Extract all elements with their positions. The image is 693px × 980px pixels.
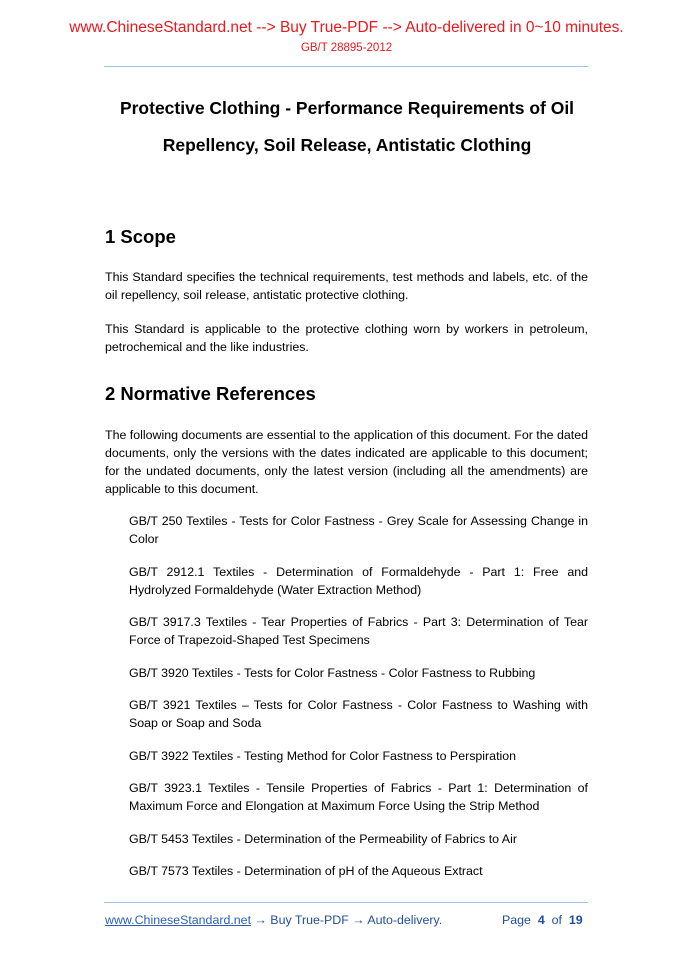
reference-item: GB/T 3917.3 Textiles - Tear Properties of Fabrics - Part 3: Determination of Tear Force of Trapezoid-Shaped Test Specimens [129,615,588,647]
references-intro-paragraph: The following documents are essential to the application of this document. For the dated documents, only the versions with the dates indicated are applicable to this document; for the undated documents, only the latest version (including all the amendments) are applicable to this document. [105,428,588,496]
page-total: 19 [568,913,583,927]
document-title [95,90,599,164]
reference-item: GB/T 3921 Textiles – Tests for Color Fastness - Color Fastness to Washing with Soap or Soap and Soda [129,698,588,730]
section-heading-normative-references: 2 Normative References [105,383,316,404]
title-line-1: Protective Clothing - Performance Requirements of Oil [119,98,575,118]
section-heading-scope: 1 Scope [105,226,176,247]
reference-item: GB/T 7573 Textiles - Determination of pH of the Aqueous Extract [129,864,483,878]
reference-item: GB/T 3920 Textiles - Tests for Color Fastness - Color Fastness to Rubbing [129,665,536,680]
reference-item: GB/T 5453 Textiles - Determination of the Permeability of Fabrics to Air [129,831,517,846]
reference-item: GB/T 3923.1 Textiles - Tensile Properties of Fabrics - Part 1: Determination of Maximum Force and Elongation at Maximum Force Using the Strip Method [129,781,588,813]
reference-list [129,512,588,895]
footer-promo [105,912,442,928]
page-of-label: of [551,913,562,927]
footer-divider [104,902,588,903]
footer-tagline: → Buy True-PDF → Auto-delivery. [251,913,443,927]
scope-paragraph-1: This Standard specifies the technical requirements, test methods and labels, etc. of the oil repellency, soil release, antistatic protective clothing. [105,270,588,302]
header-divider [104,66,588,67]
reference-item: GB/T 250 Textiles - Tests for Color Fastness - Grey Scale for Assessing Change in Color [129,514,588,546]
page-current: 4 [537,913,545,927]
standard-code: GB/T 28895-2012 [300,42,393,54]
footer-site-link[interactable]: www.ChineseStandard.net [105,913,252,927]
page-label: Page [502,913,531,927]
title-line-2: Repellency, Soil Release, Antistatic Clothing [162,135,532,155]
reference-item: GB/T 2912.1 Textiles - Determination of Formaldehyde - Part 1: Free and Hydrolyzed Formaldehyde (Water Extraction Method) [129,564,588,597]
promo-banner[interactable]: www.ChineseStandard.net --> Buy True-PDF --> Auto-delivered in 0~10 minutes. [69,19,624,36]
reference-item: GB/T 3922 Textiles - Testing Method for Color Fastness to Perspiration [129,748,517,763]
page-indicator [502,912,583,928]
scope-paragraph-2: This Standard is applicable to the protective clothing worn by workers in petroleum, petrochemical and the like industries. [105,322,588,354]
